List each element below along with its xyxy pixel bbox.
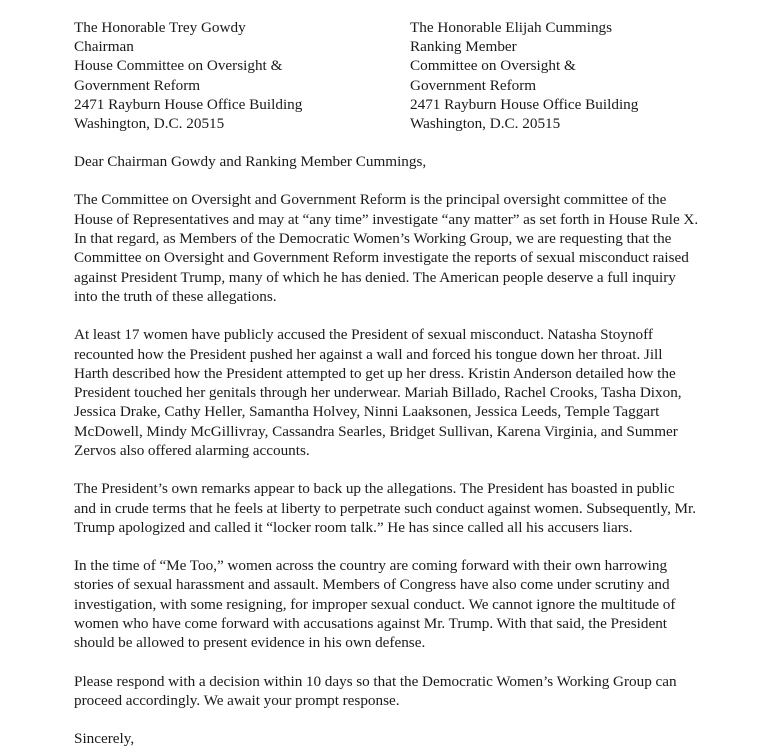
- letter-body: [74, 18, 699, 748]
- addressee-committee-line1: House Committee on Oversight &: [74, 57, 283, 75]
- body-paragraph-4: In the time of “Me Too,” women across the country are coming forward with their own harrowing stories of sexual harassment and assault. Members of Congress have also come under scrutiny and investigation, with some resigning, for improper sexual conduct. We cannot ignore the multitude of women who have come forward with accusations against Mr. Trump. With that said, the President should be allowed to present evidence in his own defense.: [74, 557, 676, 652]
- addressee-city-state-zip: Washington, D.C. 20515: [410, 115, 561, 133]
- addressee-committee-line2: Government Reform: [74, 76, 201, 94]
- addressee-title: Ranking Member: [410, 38, 517, 56]
- body-paragraph-3: The President’s own remarks appear to back up the allegations. The President has boasted in public and in crude terms that he feels at liberty to perpetrate such conduct against women. Subsequently, Mr. Trump apologized and called it “locker room talk.” He has since called all his accusers liars.: [74, 480, 697, 536]
- addressee-name: The Honorable Elijah Cummings: [410, 19, 613, 36]
- addressee-block-ranking-member: [410, 18, 699, 133]
- body-paragraph-1: The Committee on Oversight and Government Reform is the principal oversight committee of the House of Representatives and may at “any time” investigate “any matter” as set forth in House Rule X. In that regard, as Members of the Democratic Women’s Working Group, we are requesting that the Committee on Oversight and Government Reform investigate the reports of sexual misconduct raised against President Trump, many of which he has denied. The American people deserve a full inquiry into the truth of these allegations.: [74, 191, 699, 305]
- closing-line: Sincerely,: [74, 730, 135, 748]
- addressee-street: 2471 Rayburn House Office Building: [74, 95, 303, 113]
- addressee-committee-line1: Committee on Oversight &: [410, 57, 576, 75]
- addressee-name: The Honorable Trey Gowdy: [74, 19, 246, 36]
- addressee-city-state-zip: Washington, D.C. 20515: [74, 115, 225, 133]
- addressee-block-chairman: [74, 18, 410, 133]
- addressee-title: Chairman: [74, 38, 134, 56]
- addressee-street: 2471 Rayburn House Office Building: [410, 95, 639, 113]
- salutation: Dear Chairman Gowdy and Ranking Member Cummings,: [74, 153, 427, 171]
- address-header: [74, 18, 699, 133]
- body-paragraph-2: At least 17 women have publicly accused the President of sexual misconduct. Natasha Stoynoff recounted how the President pushed her against a wall and forced his tongue down her throat. Jill Harth described how the President attempted to get up her dress. Kristin Anderson detailed how the President touched her genitals through her underwear. Mariah Billado, Rachel Crooks, Tasha Dixon, Jessica Drake, Cathy Heller, Samantha Holvey, Ninni Laaksonen, Jessica Leeds, Temple Taggart McDowell, Mindy McGillivray, Cassandra Searles, Bridget Sullivan, Karena Virginia, and Summer Zervos also offered alarming accounts.: [74, 326, 682, 459]
- body-paragraph-5: Please respond with a decision within 10 days so that the Democratic Women’s Working Group can proceed accordingly. We await your prompt response.: [74, 672, 677, 709]
- addressee-committee-line2: Government Reform: [410, 76, 537, 94]
